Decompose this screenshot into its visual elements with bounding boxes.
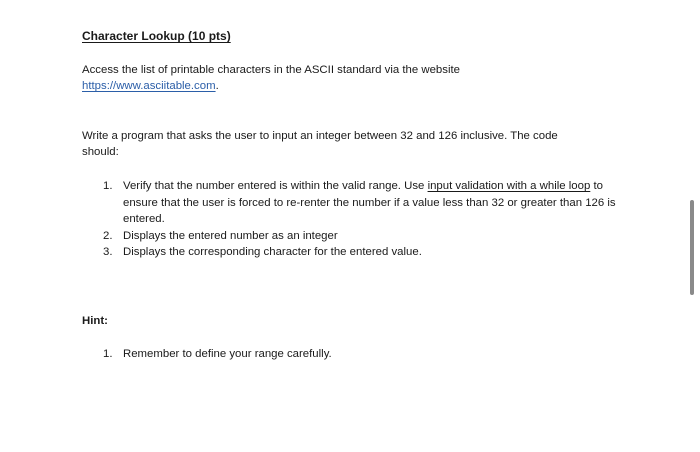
intro-paragraph [82,62,460,94]
list-number: 2. [103,229,113,242]
list-item [103,346,623,363]
hint-heading: Hint: [82,315,108,327]
input-validation-underlined: input validation with a while loop [427,180,591,192]
prompt-line-1: Write a program that asks the user to input an integer between 32 and 126 inclusive. The code [82,130,558,142]
list-number: 1. [103,180,113,192]
prompt-paragraph [82,128,558,160]
intro-period: . [215,80,219,92]
ascii-table-link[interactable]: https://www.asciitable.com [82,80,216,92]
list-text: Displays the corresponding character for the entered value. [123,246,422,258]
page-title: Character Lookup (10 pts) [82,29,231,43]
list-number: 3. [103,246,113,258]
requirement-text-start: Verify that the number entered is within the valid range. Use [123,180,428,192]
list-text [123,178,623,228]
list-text: Remember to define your range carefully. [123,348,332,360]
list-item [103,178,623,228]
requirement-text-end: to ensure that the user is forced to re-renter the number if a value less than 32 or greater than 126 is entered. [123,180,616,225]
list-text: Displays the entered number as an integer [123,229,338,242]
prompt-line-2: should: [82,146,119,158]
list-number: 1. [103,348,113,360]
requirements-list [103,178,623,261]
list-item [103,244,623,261]
vertical-scrollbar[interactable] [690,200,694,295]
intro-text: Access the list of printable characters in the ASCII standard via the website [82,64,460,76]
list-item [103,228,623,245]
hint-list [103,346,623,363]
